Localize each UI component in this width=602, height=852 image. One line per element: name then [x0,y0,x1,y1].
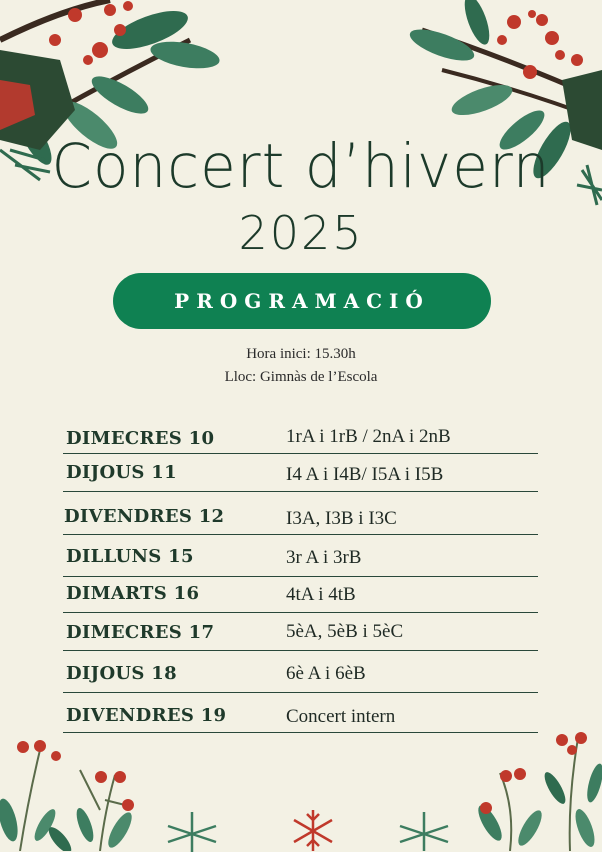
schedule-groups: I4 A i I4B/ I5A i I5B [286,464,444,485]
schedule-groups: 3r A i 3rB [286,547,362,568]
schedule-row [63,454,538,492]
schedule-groups: Concert intern [286,706,396,727]
schedule-row [63,535,538,577]
schedule-day: DIJOUS 11 [66,462,177,483]
schedule-row [63,492,538,535]
schedule-row [63,420,538,454]
schedule-groups: I3A, I3B i I3C [286,508,397,529]
schedule-day: DIVENDRES 19 [66,705,227,726]
schedule-day: DIMARTS 16 [66,583,200,604]
snowflake-icon [292,808,334,851]
program-banner-label: PROGRAMACIÓ [174,289,430,313]
location: Lloc: Gimnàs de l’Escola [224,369,378,385]
schedule-groups: 1rA i 1rB / 2nA i 2nB [286,426,451,447]
schedule-day: DIJOUS 18 [66,663,177,684]
schedule-groups: 6è A i 6èB [286,663,366,684]
schedule-row [63,613,538,651]
snowflake-icon [392,812,456,851]
schedule-row [63,693,538,733]
schedule-day: DILLUNS 15 [66,546,194,567]
start-time: Hora inici: 15.30h [246,346,356,362]
schedule-row [63,651,538,693]
berry-sprig-bottom-right [470,728,602,851]
poster-title: Concert d’hivern [51,130,551,202]
schedule-day: DIVENDRES 12 [64,506,225,527]
snowflake-icon [160,812,224,852]
schedule-row [63,577,538,613]
schedule-groups: 4tA i 4tB [286,584,356,605]
schedule-day: DIMECRES 10 [66,428,215,449]
berry-sprig-bottom-left [0,730,160,851]
schedule-groups: 5èA, 5èB i 5èC [286,621,404,642]
poster-year: 2025 [238,206,364,260]
schedule-day: DIMECRES 17 [66,622,215,643]
program-banner [113,273,491,329]
